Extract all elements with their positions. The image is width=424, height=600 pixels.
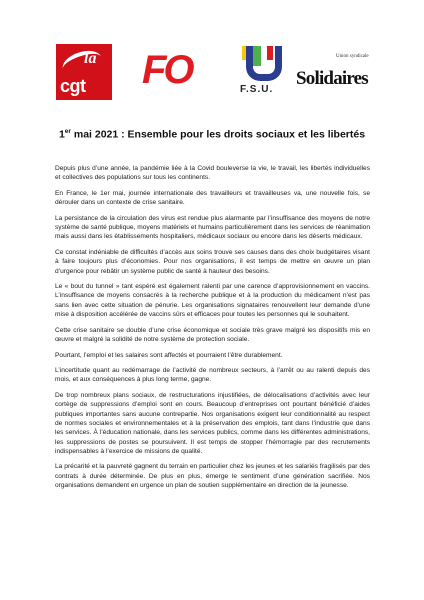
- cgt-swoosh-icon: [60, 46, 105, 79]
- cgt-logo-name: cgt: [60, 76, 86, 96]
- body-paragraph: De trop nombreux plans sociaux, de restructurations injustifiées, de délocalisations d’activités avec leur cortège de suppressions d’emploi sont en cours. Beaucoup d’entreprises ont pourtant bénéficié d’aides publiques importantes sans aucune contrepartie. Nos organisations exigent leur conditionnalité au respect de normes sociales et environnementales et à la préservation des emplois, tant dans l’industrie que dans les services. À l’éducation nationale, dans les services publics, comme dans les différentes administrations, les suppressions de postes se poursuivent. Il est temps de stopper l’hémorragie par des recrutements indispensables à l’exercice de missions de qualité.: [55, 392, 370, 455]
- cgt-logo-la: la: [84, 50, 97, 67]
- body-paragraph: Depuis plus d’une année, la pandémie liée à la Covid bouleverse la vie, le travail, les libertés individuelles et collectives des populations sur tous les continents.: [55, 165, 370, 182]
- body-paragraph: Cette crise sanitaire se double d’une crise économique et sociale très grave malgré les dispositifs mis en œuvre et malgré la solidité de notre système de protection sociale.: [55, 326, 370, 343]
- body-paragraph: Ce constat indéniable de difficultés d’accès aux soins trouve ses causes dans des choix budgétaires visant à faire toujours plus d’économies. Pour nos organisations, il est temps de mettre en œuvre un plan d’urgence pour rebâtir un système public de santé à hauteur des besoins.: [55, 248, 370, 275]
- document-title: [0, 128, 424, 141]
- document-body: [55, 164, 370, 497]
- fsu-green-bar-icon: [253, 46, 261, 66]
- body-paragraph: Pourtant, l’emploi et les salaires sont affectés et pourraient l’être durablement.: [55, 351, 283, 359]
- title-rest: mai 2021 : Ensemble pour les droits sociaux et les libertés: [70, 128, 366, 141]
- solidaires-logo-subtitle: Union syndicale: [336, 54, 369, 59]
- body-paragraph: L’incertitude quant au redémarrage de l’activité de nombreux secteurs, à l’arrêt ou au ralenti depuis des mois, et aux conséquences à plus long terme, gagne.: [55, 367, 370, 384]
- solidaires-logo-name: Solidaires: [296, 68, 368, 89]
- union-logos: [56, 44, 386, 102]
- body-paragraph: La précarité et la pauvreté gagnent du terrain en particulier chez les jeunes et les salariés fragilisés par des contrats à durée déterminée. De plus en plus, émerge le sentiment d’une génération sacrifiée. Nos organisations demandent en urgence un plan de soutien supplémentaire en direction de la jeunesse.: [55, 463, 370, 489]
- fsu-u-icon: [246, 46, 282, 81]
- body-paragraph: La persistance de la circulation des virus est rendue plus alarmante par l’insuffisance des moyens de notre système de santé publique, moyens matériels et humains particulièrement dans les services de réanimation mais aussi dans les établissements hospitaliers, médicaux sociaux ou encore dans les déserts médicaux.: [55, 214, 370, 241]
- title-prefix: 1: [58, 128, 65, 141]
- title-superscript: er: [64, 128, 71, 135]
- cgt-logo: [56, 44, 112, 100]
- fsu-logo: [236, 46, 282, 100]
- fsu-logo-name: F.S.U.: [240, 84, 274, 95]
- body-paragraph: Le « bout du tunnel » tant espéré est également ralenti par une carence d’approvisionnement en vaccins. L’insuffisance de moyens consacrés à la recherche publique et à la production du médicament n’est pas sans lien avec cette situation de pénurie. Les organisations signataires renouvellent leur demande d’une mise à disposition accélérée de vaccins sûrs et efficaces pour toutes les personnes qui le souhaitent.: [55, 283, 370, 319]
- body-paragraph: En France, le 1er mai, journée internationale des travailleurs et travailleuses va, une nouvelle fois, se dérouler dans un contexte de crise sanitaire.: [55, 189, 370, 207]
- fsu-red-bar-icon: [267, 46, 273, 60]
- fo-logo: FO: [142, 48, 192, 92]
